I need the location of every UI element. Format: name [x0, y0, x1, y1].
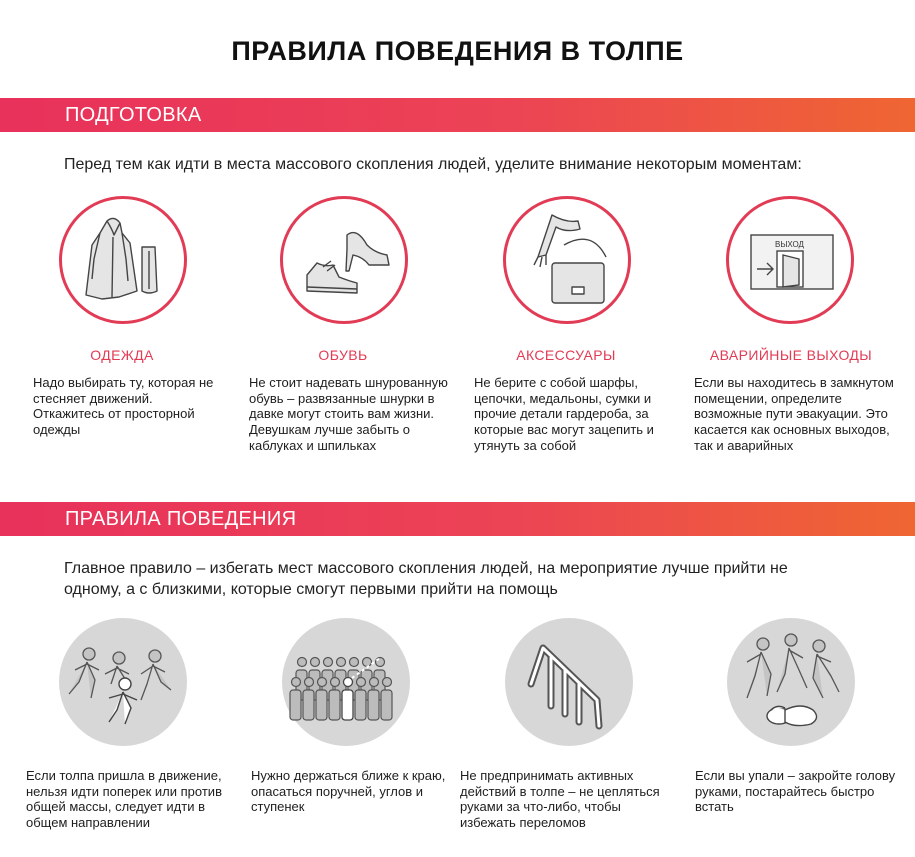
- section-intro: Главное правило – избегать мест массового скопления людей, на мероприятие лучше прийти не одному, а с близкими, которые смогут первыми прийти на помощь: [64, 560, 788, 598]
- category-title: ОБУВЬ: [318, 347, 368, 363]
- railing-icon: [505, 618, 633, 746]
- scarf-bag-icon: [506, 199, 628, 321]
- section-header-label: ПОДГОТОВКА: [65, 104, 202, 126]
- crowd-edge-circle: [282, 618, 410, 746]
- rule-description: Если вы упали – закройте голову руками, постарайтесь быстро встать: [695, 768, 896, 815]
- exit-door-icon: [729, 199, 851, 321]
- page-title: ПРАВИЛА ПОВЕДЕНИЯ В ТОЛПЕ: [231, 36, 684, 66]
- category-title: АВАРИЙНЫЕ ВЫХОДЫ: [709, 347, 873, 363]
- coat-icon: [62, 199, 184, 321]
- running-crowd-icon: [59, 618, 187, 746]
- section-header-behavior: [0, 502, 915, 536]
- section-header-preparation: [0, 98, 915, 132]
- shoes-circle: [280, 196, 408, 324]
- rule-description: Если толпа пришла в движение, нельзя идти поперек или против общей массы, следует идти в общем направлении: [26, 768, 222, 831]
- shoes-icon: [283, 199, 405, 321]
- exit-sign-text: ВЫХОД: [775, 240, 804, 249]
- category-title: ОДЕЖДА: [90, 347, 154, 363]
- running-crowd-circle: [59, 618, 187, 746]
- clothing-circle: [59, 196, 187, 324]
- section-header-label: ПРАВИЛА ПОВЕДЕНИЯ: [65, 508, 297, 530]
- rule-description: Нужно держаться ближе к краю, опасаться поручней, углов и ступенек: [251, 768, 446, 815]
- railing-circle: [505, 618, 633, 746]
- category-description: Не стоит надевать шнурованную обувь – развязанные шнурки в давке могут стоить вам жизни. Девушкам лучше забыть о каблуках и шпильках: [249, 375, 448, 453]
- category-description: Не берите с собой шарфы, цепочки, медальоны, сумки и прочие детали гардероба, за которые вас могут зацепить и утянуть за собой: [474, 375, 654, 453]
- fallen-person-icon: [727, 618, 855, 746]
- rule-description: Не предпринимать активных действий в толпе – не цепляться руками за что-либо, чтобы избежать переломов: [460, 768, 660, 831]
- section-intro: Перед тем как идти в места массового скопления людей, уделите внимание некоторым моментам:: [64, 156, 802, 173]
- category-title: АКСЕССУАРЫ: [516, 347, 616, 363]
- fallen-person-circle: [727, 618, 855, 746]
- category-description: Если вы находитесь в замкнутом помещении, определите возможные пути эвакуации. Это касается как основных выходов, так и аварийных: [694, 375, 894, 453]
- exits-circle: [726, 196, 854, 324]
- crowd-edge-icon: [282, 618, 410, 746]
- accessories-circle: [503, 196, 631, 324]
- category-description: Надо выбирать ту, которая не стесняет движений. Откажитесь от просторной одежды: [33, 375, 214, 438]
